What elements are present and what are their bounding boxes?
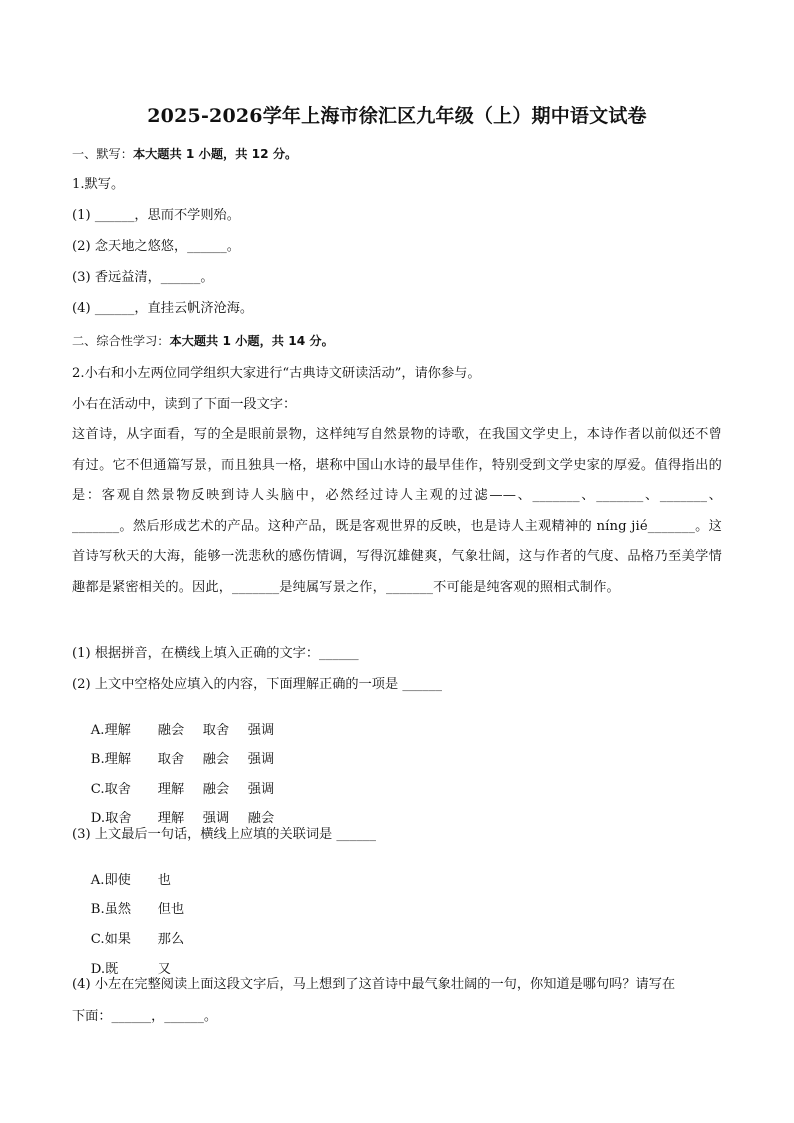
q2-stem: 2.小右和小左两位同学组织大家进行“古典诗文研读活动”，请你参与。	[72, 366, 481, 381]
q2-intro: 小右在活动中，读到了下面一段文字：	[72, 397, 297, 412]
sub2-option-c: C.取舍 理解 融会 强调	[90, 782, 275, 797]
sub3-option-d: D.既 又	[90, 962, 171, 977]
section-1-heading	[72, 144, 297, 164]
sub2-option-d: D.取舍 理解 强调 融会	[90, 811, 275, 826]
q1-item-2: (2) 念天地之悠悠，______。	[72, 239, 240, 254]
q2-sub3: (3) 上文最后一句话，横线上应填的关联词是 ______	[72, 827, 376, 842]
q2-sub4-line-1: (4) 小左在完整阅读上面这段文字后，马上想到了这首诗中最气象壮阔的一句，你知道是哪句吗？请写在	[72, 977, 676, 992]
q2-sub1: (1) 根据拼音，在横线上填入正确的文字：______	[72, 646, 359, 661]
section-1-prefix: 一、默写：	[72, 147, 133, 161]
q2-sub2: (2) 上文中空格处应填入的内容，下面理解正确的一项是 ______	[72, 677, 442, 692]
sub3-option-b: B.虽然 但也	[90, 902, 185, 917]
page-title: 2025-2026学年上海市徐汇区九年级（上）期中语文试卷	[147, 105, 647, 127]
q2-sub4-line-2: 下面：______，______。	[72, 1009, 218, 1024]
sub3-option-c: C.如果 那么	[90, 932, 185, 947]
section-1-text: 本大题共 1 小题，共 12 分。	[132, 147, 298, 161]
section-2-heading	[72, 331, 334, 351]
q1-stem: 1.默写。	[72, 177, 125, 192]
sub2-option-b: B.理解 取舍 融会 强调	[90, 752, 275, 767]
sub3-option-a: A.即使 也	[90, 873, 171, 888]
q1-item-1: (1) ______，思而不学则殆。	[72, 208, 240, 223]
q1-item-3: (3) 香远益清，______。	[72, 270, 214, 285]
sub2-option-a: A.理解 融会 取舍 强调	[90, 723, 275, 738]
q2-passage: 这首诗，从字面看，写的全是眼前景物，这样纯写自然景物的诗歌，在我国文学史上，本诗作者以前似还不曾有过。它不但通篇写景，而且独具一格，堪称中国山水诗的最早佳作，特别受到文学史家的厚爱。值得指出的是：客观自然景物反映到诗人头脑中，必然经过诗人主观的过滤——、_______、_______、_______、_______。然后形成艺术的产品。这种产品，既是客观世界的反映，也是诗人主观精神的 níng jié_______。这首诗写秋天的大海，能够一洗悲秋的感伤情调，写得沉雄健爽，气象壮阔，这与作者的气度、品格乃至美学情趣都是紧密相关的。因此，_______是纯属写景之作，_______不可能是纯客观的照相式制作。	[72, 427, 722, 595]
section-2-text: 本大题共 1 小题，共 14 分。	[169, 334, 334, 348]
section-2-prefix: 二、综合性学习：	[72, 334, 170, 348]
q1-item-4: (4) ______，直挂云帆济沧海。	[72, 301, 254, 316]
